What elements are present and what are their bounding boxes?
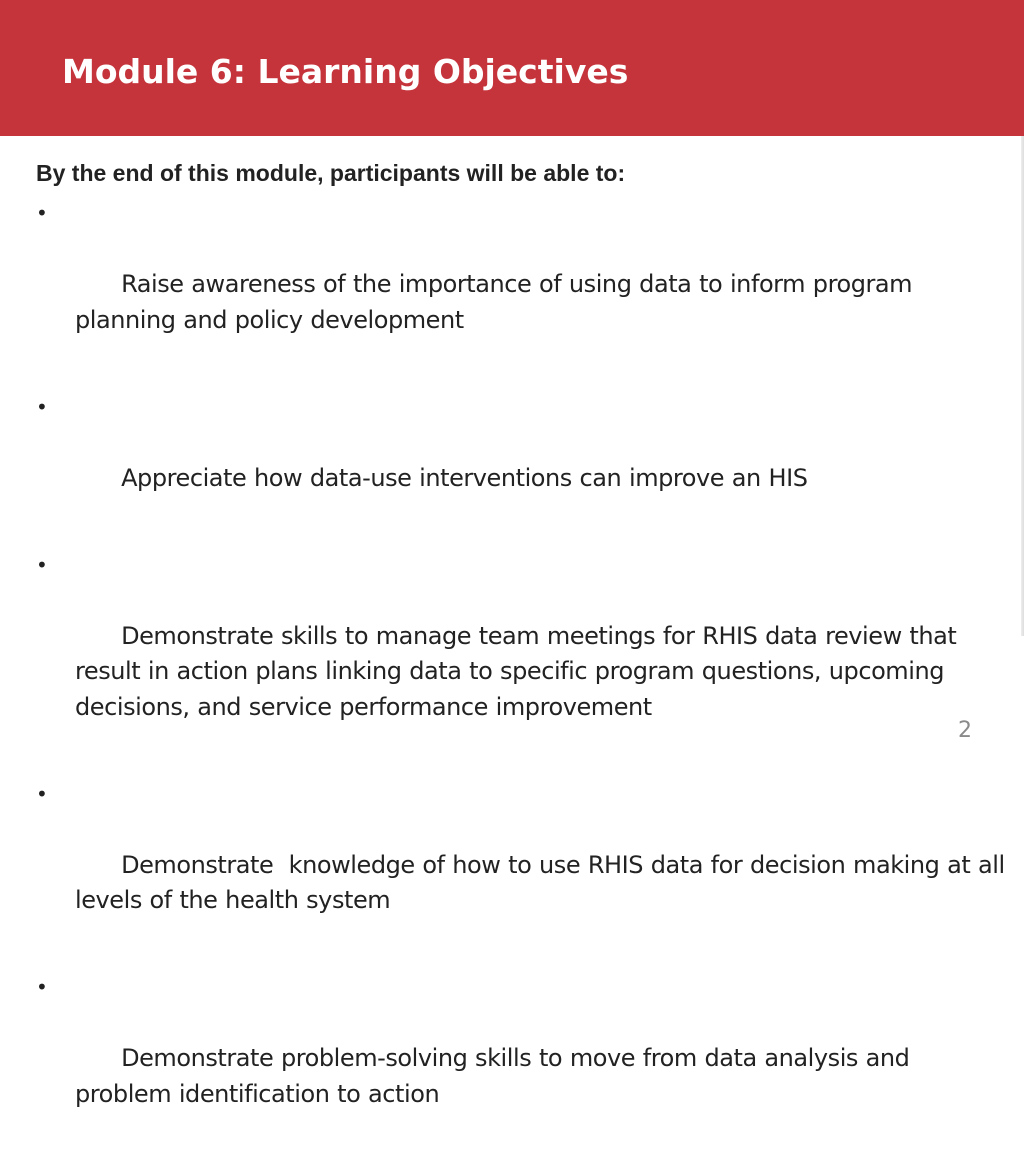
slide-body xyxy=(36,158,1013,1164)
objective-item xyxy=(36,970,1006,1148)
slide-title: Module 6: Learning Objectives xyxy=(62,52,629,91)
objective-item xyxy=(36,777,1013,955)
objective-text: Demonstrate skills to manage team meetings for RHIS data review that result in action plans linking data to specific program questions, upcoming decisions, and service performance improvement xyxy=(75,621,965,721)
objective-text: Appreciate how data-use interventions can improve an HIS xyxy=(121,463,808,492)
objective-text: Raise awareness of the importance of using data to inform program planning and policy development xyxy=(75,270,920,334)
objective-item xyxy=(36,548,1006,761)
intro-text: By the end of this module, participants will be able to: xyxy=(36,160,626,186)
objective-item xyxy=(36,390,1006,532)
bullet-icon: • xyxy=(36,975,48,999)
bullet-icon: • xyxy=(36,781,48,806)
objectives-list xyxy=(36,196,1013,1148)
bullet-icon: • xyxy=(36,394,48,419)
bullet-icon: • xyxy=(36,552,48,577)
objective-item xyxy=(36,196,1006,374)
objective-text: Demonstrate problem-solving skills to move from data analysis and problem identification to action xyxy=(75,1044,918,1108)
objective-text: Demonstrate knowledge of how to use RHIS data for decision making at all levels of the health system xyxy=(75,850,1013,914)
title-bar xyxy=(0,0,1024,136)
bullet-icon: • xyxy=(36,201,48,225)
page-number: 2 xyxy=(958,718,972,743)
